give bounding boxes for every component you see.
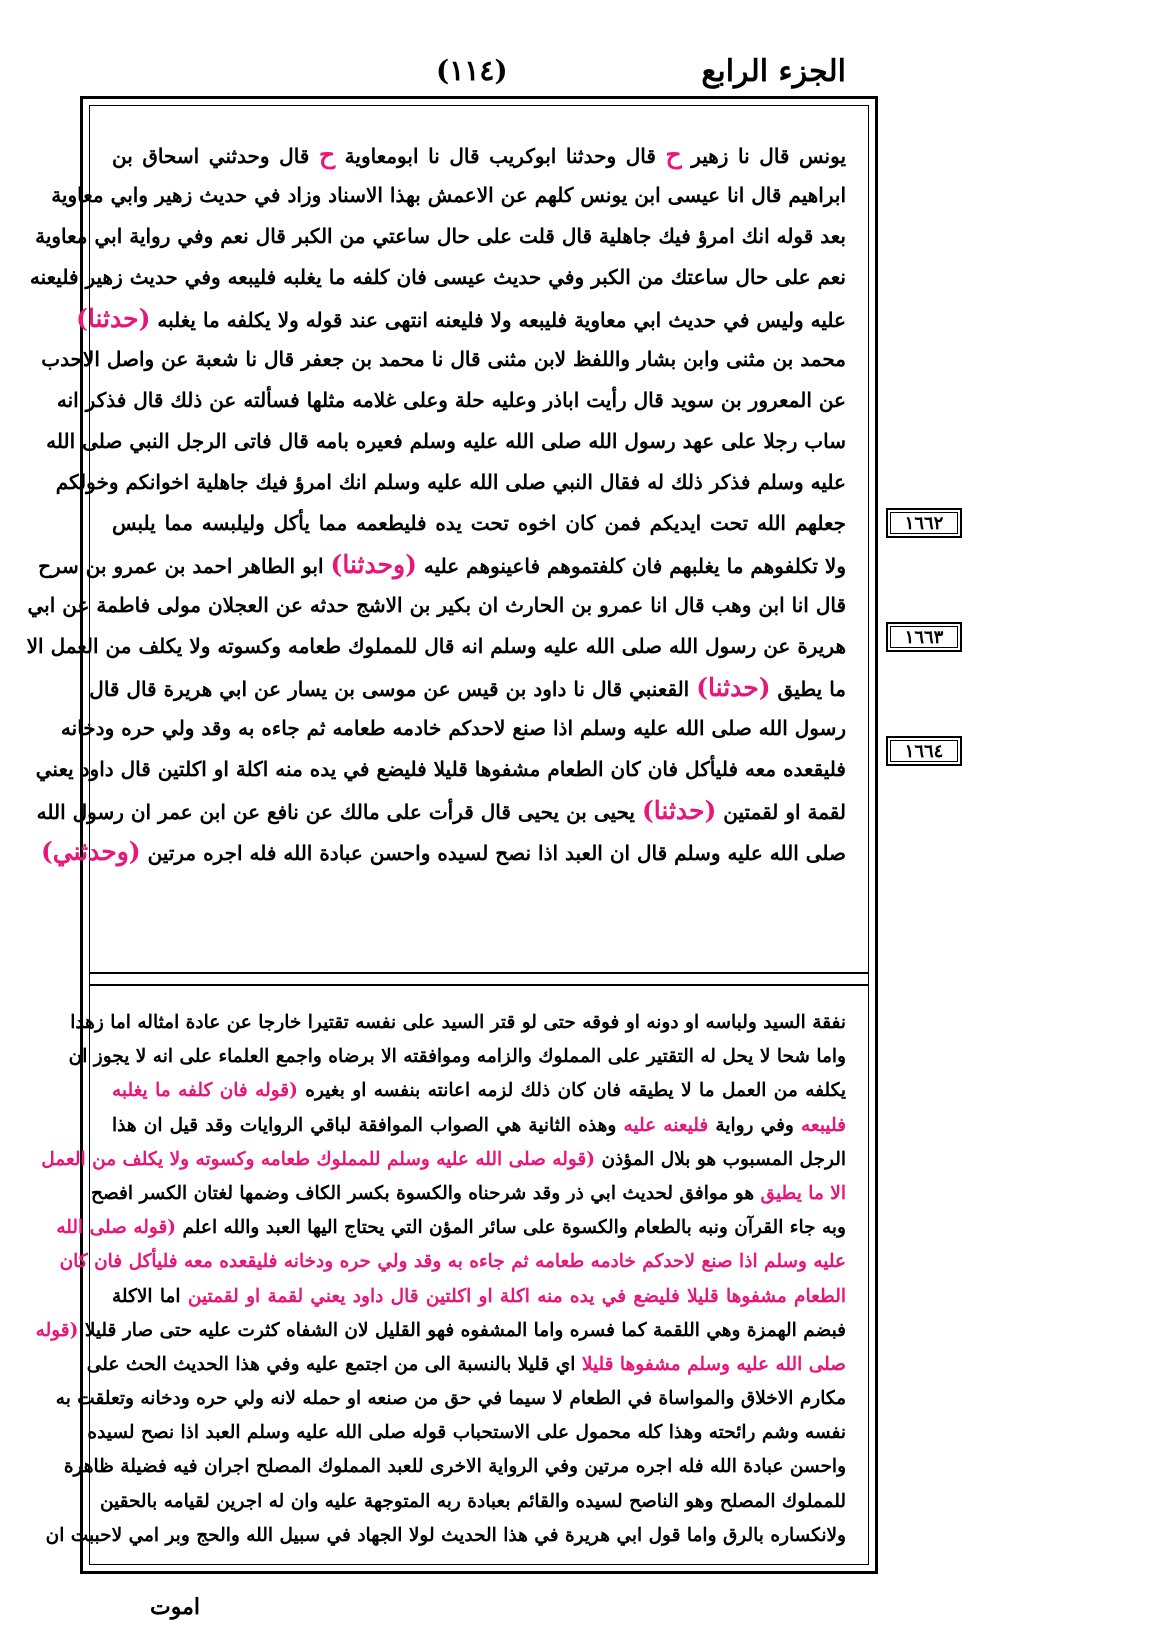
commentary-text-line bbox=[99, 1485, 846, 1519]
text-run: يونس قال نا زهير bbox=[681, 144, 847, 168]
text-run: واما شحا لا يحل له التقتير على المملوك والزامه وموافقته الا برضاه واجمع العلماء على انه لا يجوز ان bbox=[68, 1046, 846, 1068]
text-run: محمد بن مثنى وابن بشار واللفظ لابن مثنى قال نا محمد بن جعفر قال نا شعبة عن واصل الاحدب bbox=[41, 347, 846, 371]
commentary-text-line bbox=[35, 1314, 846, 1348]
highlighted-phrase: (قوله صلى الله bbox=[56, 1217, 177, 1239]
hadith-text-line bbox=[55, 462, 846, 503]
commentary-text-line bbox=[70, 1006, 846, 1040]
text-run: نفسه وشم رائحته وهذا كله محمول على الاستحباب قوله صلى الله عليه وسلم العبد اذا نصح لسيده bbox=[87, 1422, 846, 1444]
commentary-text-line bbox=[112, 1109, 846, 1143]
hadith-text-line bbox=[76, 298, 846, 339]
highlighted-phrase: ح bbox=[665, 140, 682, 169]
commentary-text-line bbox=[56, 1211, 846, 1245]
text-run: وهذه الثانية هي الصواب الموافقة لباقي الروايات وقد قيل ان هذا bbox=[112, 1114, 624, 1136]
text-run: اي قليلا بالنسبة الى من اجتمع عليه وفي هذا الحديث الحث على bbox=[86, 1353, 582, 1375]
text-run: اما الاكلة bbox=[112, 1285, 188, 1307]
hadith-text-line bbox=[36, 790, 846, 831]
hadith-number: ١٦٦٣ bbox=[890, 626, 958, 648]
highlighted-phrase: الطعام مشفوها قليلا فليضع في يده منه اكلة او اكلتين قال داود يعني لقمة او لقمتين bbox=[187, 1285, 847, 1307]
running-title: الجزء الرابع bbox=[701, 54, 846, 89]
page-frame bbox=[26, 96, 878, 1574]
text-run: ولانكساره بالرق واما قول ابي هريرة في هذا الحديث لولا الجهاد في سبيل الله والحج وبر امي لاحببت ان bbox=[45, 1524, 846, 1546]
hadith-text-line bbox=[35, 216, 846, 257]
hadith-text-line bbox=[60, 708, 846, 749]
highlighted-phrase: (وحدثني) bbox=[40, 837, 141, 866]
commentary-text-line bbox=[86, 1348, 846, 1382]
text-run: جعلهم الله تحت ايديكم فمن كان اخوه تحت يده فليطعمه مما يأكل وليلبسه مما يلبس bbox=[112, 511, 846, 535]
highlighted-phrase: (وحدثنا) bbox=[330, 550, 417, 579]
hadith-text-line bbox=[56, 380, 846, 421]
text-run: وبه جاء القرآن ونبه بالطعام والكسوة على سائر المؤن التي يحتاج اليها العبد والله اعلم bbox=[176, 1217, 846, 1239]
text-run: قال انا ابن وهب قال انا عمرو بن الحارث ان بكير بن الاشج حدثه عن العجلان مولى فاطمة عن ابي bbox=[27, 593, 846, 617]
hadith-text-line bbox=[51, 175, 846, 216]
hadith-text-line bbox=[27, 585, 846, 626]
commentary-text-line bbox=[55, 1382, 846, 1416]
commentary-text-line bbox=[91, 1177, 846, 1211]
commentary-text-line bbox=[112, 1074, 846, 1108]
text-run: ساب رجلا على عهد رسول الله صلى الله عليه وسلم فعيره بامه قال فاتى الرجل النبي صلى الله bbox=[46, 429, 846, 453]
catchword: اموت bbox=[150, 1594, 200, 1620]
text-run: ابراهيم قال انا عيسى ابن يونس كلهم عن الاعمش بهذا الاسناد وزاد في حديث زهير وابي معاوية bbox=[51, 183, 846, 207]
hadith-text-line bbox=[41, 339, 846, 380]
highlighted-phrase: (حدثنا) bbox=[641, 796, 717, 825]
text-run: عن المعرور بن سويد قال رأيت اباذر وعليه حلة وعلى غلامه مثلها فسألته عن ذلك قال فذكر انه bbox=[56, 388, 846, 412]
highlighted-phrase: فليعنه عليه bbox=[623, 1114, 709, 1136]
commentary-text-line bbox=[112, 1280, 846, 1314]
text-run: وفي رواية bbox=[708, 1114, 801, 1136]
commentary-text-line bbox=[63, 1450, 846, 1484]
text-run: هريرة عن رسول الله صلى الله عليه وسلم انه قال للمملوك طعامه وكسوته ولا يكلف من العمل الا bbox=[26, 634, 846, 658]
highlighted-phrase: (قوله bbox=[35, 1319, 79, 1341]
text-run: صلى الله عليه وسلم قال ان العبد اذا نصح لسيده واحسن عبادة الله فله اجره مرتين bbox=[140, 841, 846, 865]
text-run: رسول الله صلى الله عليه وسلم اذا صنع لاحدكم خادمه طعامه ثم جاءه به وقد ولي حره ودخانه bbox=[60, 716, 846, 740]
text-run: واحسن عبادة الله فله اجره مرتين وفي الرواية الاخرى للعبد المملوك المصلح اجران فيه فضيلة ظاهرة bbox=[63, 1456, 846, 1478]
commentary-text-line bbox=[68, 1040, 846, 1074]
hadith-number: ١٦٦٤ bbox=[890, 740, 958, 762]
text-run: ولا تكلفوهم ما يغلبهم فان كلفتموهم فاعينوهم عليه bbox=[416, 554, 846, 578]
text-run: قال وحدثني اسحاق بن bbox=[112, 144, 319, 168]
text-run: قال وحدثنا ابوكريب قال نا ابومعاوية bbox=[335, 144, 666, 168]
hadith-text-line bbox=[38, 544, 846, 585]
hadith-number-box bbox=[886, 508, 962, 538]
hadith-text-panel bbox=[26, 134, 847, 970]
hadith-number: ١٦٦٢ bbox=[890, 512, 958, 534]
page-number: (١١٤) bbox=[436, 54, 508, 87]
text-run: عليه وسلم فذكر ذلك له فقال النبي صلى الله عليه وسلم انك امرؤ فيك جاهلية اخوانكم وخولكم bbox=[55, 470, 846, 494]
hadith-text-line bbox=[46, 421, 846, 462]
text-run: نفقة السيد ولباسه او دونه او فوقه حتى لو قتر السيد على نفسه تقتيرا خارجا عن عادة امثاله اما زهدا bbox=[70, 1012, 846, 1033]
highlighted-phrase: (حدثنا) bbox=[696, 673, 771, 702]
hadith-number-box bbox=[886, 622, 962, 652]
commentary-text-line bbox=[87, 1416, 846, 1450]
text-run: هو موافق لحديث ابي ذر وقد شرحناه والكسوة بكسر الكاف وضمها لغتان الكسر افصح bbox=[91, 1182, 761, 1204]
commentary-text-panel bbox=[35, 1006, 847, 1554]
hadith-text-line bbox=[112, 503, 846, 544]
text-run: الرجل المسبوب هو بلال المؤذن bbox=[595, 1148, 846, 1170]
section-divider bbox=[90, 972, 868, 986]
highlighted-phrase: الا ما يطيق bbox=[760, 1182, 846, 1204]
highlighted-phrase: (قوله فان كلفه ما يغلبه bbox=[112, 1080, 298, 1102]
hadith-text-line bbox=[29, 257, 846, 298]
text-run: بعد قوله انك امرؤ فيك جاهلية قال قلت على حال ساعتي من الكبر قال نعم وفي رواية ابي معاوية bbox=[35, 224, 846, 248]
highlighted-phrase: صلى الله عليه وسلم مشفوها قليلا bbox=[581, 1353, 846, 1375]
hadith-number-box bbox=[886, 736, 962, 766]
hadith-text-line bbox=[40, 831, 846, 872]
hadith-text-line bbox=[26, 626, 846, 667]
text-run: لقمة او لقمتين bbox=[716, 800, 846, 824]
hadith-text-line bbox=[35, 749, 846, 790]
commentary-text-line bbox=[45, 1519, 846, 1553]
text-run: يحيى بن يحيى قال قرأت على مالك عن نافع عن ابن عمر ان رسول الله bbox=[36, 800, 642, 824]
highlighted-phrase: فليبعه bbox=[801, 1114, 846, 1136]
text-run: يكلفه من العمل ما لا يطيقه فان كان ذلك لزمه اعانته بنفسه او بغيره bbox=[297, 1080, 846, 1102]
text-run: للمملوك المصلح وهو الناصح لسيده والقائم بعبادة ربه المتوجهة عليه وان له اجرين لقيامه بالحقين bbox=[99, 1490, 846, 1512]
highlighted-phrase: عليه وسلم اذا صنع لاحدكم خادمه طعامه ثم جاءه به وقد ولي حره ودخانه فليقعده معه فليأكل فان كان bbox=[59, 1251, 846, 1273]
highlighted-phrase: ح bbox=[318, 140, 336, 169]
text-run: نعم على حال ساعتك من الكبر وفي حديث عيسى فان كلفه ما يغلبه فليبعه وفي حديث زهير فليعنه bbox=[29, 265, 846, 289]
commentary-text-line bbox=[41, 1143, 846, 1177]
text-run: فبضم الهمزة وهي اللقمة كما فسره واما المشفوه فهو القليل لان الشفاه كثرت عليه حتى صار قليلا bbox=[78, 1319, 846, 1341]
page-header bbox=[80, 50, 846, 100]
text-run: ما يطيق bbox=[770, 677, 846, 701]
hadith-text-line bbox=[112, 134, 846, 175]
commentary-text-line bbox=[59, 1245, 846, 1279]
highlighted-phrase: (حدثنا) bbox=[76, 304, 151, 333]
text-run: فليقعده معه فليأكل فان كان الطعام مشفوها قليلا فليضع في يده منه اكلة او اكلتين قال داود يعني bbox=[35, 757, 846, 781]
highlighted-phrase: (قوله صلى الله عليه وسلم للمملوك طعامه وكسوته ولا يكلف من العمل bbox=[41, 1148, 596, 1170]
text-run: ابو الطاهر احمد بن عمرو بن سرح bbox=[38, 554, 331, 578]
inner-frame bbox=[26, 105, 869, 1565]
text-run: القعنبي قال نا داود بن قيس عن موسى بن يسار عن ابي هريرة قال قال bbox=[89, 677, 697, 701]
hadith-text-line bbox=[89, 667, 846, 708]
text-run: عليه وليس في حديث ابي معاوية فليبعه ولا فليعنه انتهى عند قوله ولا يكلفه ما يغلبه bbox=[150, 308, 846, 332]
text-run: مكارم الاخلاق والمواساة في الطعام لا سيما في حق من صنعه او حمله لانه ولي حره ودخانه وتعلقت به bbox=[55, 1388, 846, 1410]
